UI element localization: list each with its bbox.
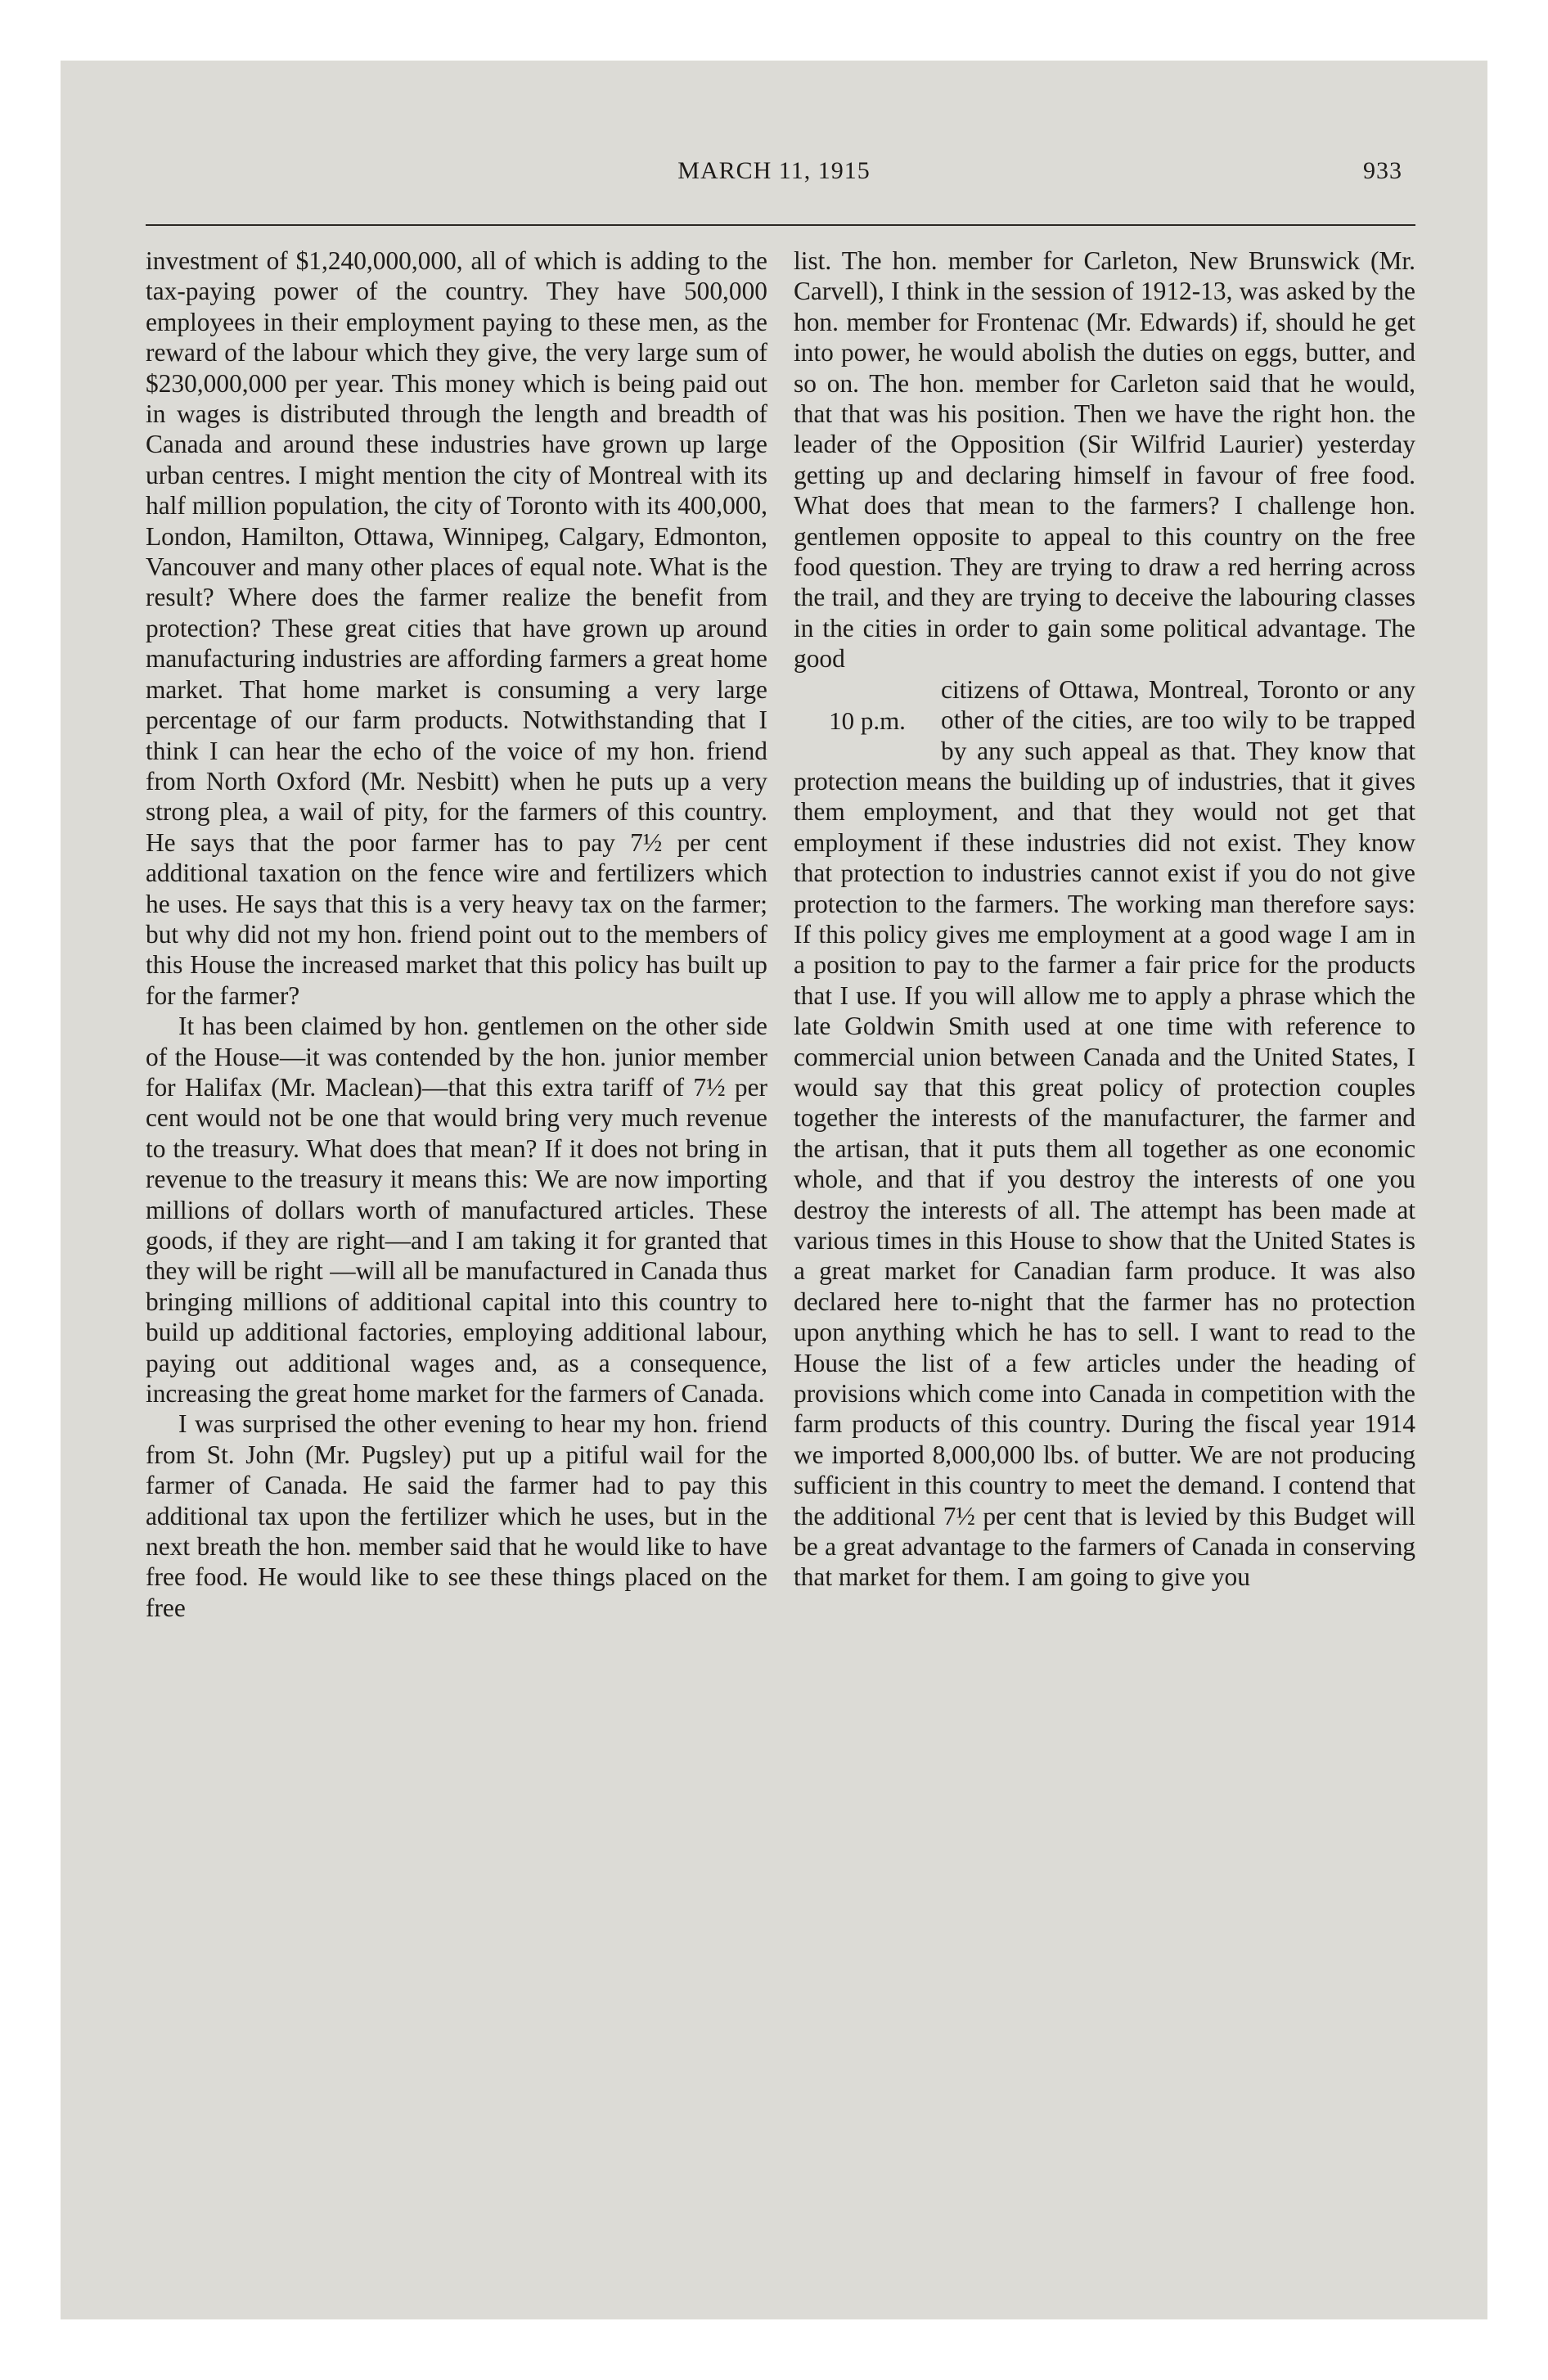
header-rule [146, 224, 1415, 226]
page-date: MARCH 11, 1915 [677, 157, 871, 184]
left-paragraph-3: I was surprised the other evening to hear my hon. friend from St. John (Mr. Pugsley) put up a pitiful wail for the farmer of Canada. He said the farmer had to pay this additional tax upon the fertilizer which he uses, but in the next breath the hon. member said that he would like to have free food. He would like to see these things placed on the free [146, 1409, 767, 1622]
left-paragraph-2: It has been claimed by hon. gentlemen on the other side of the House—it was contended by the hon. junior member for Halifax (Mr. Maclean)—that this extra tariff of 7½ per cent would not be one that would bring very much revenue to the treasury. What does that mean? If it does not bring in revenue to the treasury it means this: We are now importing millions of dollars worth of manufactured articles. These goods, if they are right—and I am taking it for granted that they will be right —will all be manufactured in Canada thus bringing millions of additional capital into this country to build up additional factories, employing additional labour, paying out additional wages and, as a consequence, increasing the great home market for the farmers of Canada. [146, 1012, 767, 1409]
margin-note-block [794, 674, 1415, 1593]
left-column [146, 246, 767, 1623]
right-paragraph-1: list. The hon. member for Carleton, New Brunswick (Mr. Carvell), I think in the session of 1912-13, was asked by the hon. member for Frontenac (Mr. Edwards) if, should he get into power, he would abolish the duties on eggs, butter, and so on. The hon. member for Carleton said that he would, that that was his position. Then we have the right hon. the leader of the Opposition (Sir Wilfrid Laurier) yesterday getting up and declaring himself in favour of free food. What does that mean to the farmers? I challenge hon. gentlemen opposite to appeal to this country on the free food question. They are trying to draw a red herring across the trail, and they are trying to deceive the labouring classes in the cities in order to gain some political advantage. The good [794, 246, 1415, 674]
right-paragraph-2: citizens of Ottawa, Montreal, Toronto or any other of the cities, are too wily to be trapped by any such appeal as that. They know that protection means the building up of industries, that it gives them employment, and that they would not get that employment if these industries did not exist. They know that protection to industries cannot exist if you do not give protection to the farmers. The working man therefore says: If this policy gives me employment at a good wage I am in a position to pay to the farmer a fair price for the products that I use. If you will allow me to apply a phrase which the late Goldwin Smith used at one time with reference to commercial union between Canada and the United States, I would say that this great policy of protection couples together the interests of the manufacturer, the farmer and the artisan, that it puts them all together as one economic whole, and that if you destroy the interests of one you destroy the interests of all. The attempt has been made at various times in this House to show that the United States is a great market for Canadian farm produce. It was also declared here to-night that the farmer has no protection upon anything which he has to sell. I want to read to the House the list of a few articles under the heading of provisions which come into Canada in competition with the farm products of this country. During the fiscal year 1914 we imported 8,000,000 lbs. of butter. We are not producing sufficient in this country to meet the demand. I contend that the additional 7½ per cent that is levied by this Budget will be a great advantage to the farmers of Canada in conserving that market for them. I am going to give you [794, 674, 1415, 1592]
margin-note-time: 10 p.m. [829, 705, 906, 735]
right-column [794, 246, 1415, 1593]
left-paragraph-1: investment of $1,240,000,000, all of which is adding to the tax-paying power of the country. They have 500,000 employees in their employment paying to these men, as the reward of the labour which they give, the very large sum of $230,000,000 per year. This money which is being paid out in wages is distributed through the length and breadth of Canada and around these industries have grown up large urban centres. I might mention the city of Montreal with its half million population, the city of Toronto with its 400,000, London, Hamilton, Ottawa, Winnipeg, Calgary, Edmonton, Vancouver and many other places of equal note. What is the result? Where does the farmer realize the benefit from protection? These great cities that have grown up around manufacturing industries are affording farmers a great home market. That home market is consuming a very large percentage of our farm products. Notwithstanding that I think I can hear the echo of the voice of my hon. friend from North Oxford (Mr. Nesbitt) when he puts up a very strong plea, a wail of pity, for the farmers of this country. He says that the poor farmer has to pay 7½ per cent additional taxation on the fence wire and fertilizers which he uses. He says that this is a very heavy tax on the farmer; but why did not my hon. friend point out to the members of this House the increased market that this policy has built up for the farmer? [146, 246, 767, 1010]
scanned-page [61, 61, 1487, 2319]
page-header [61, 157, 1487, 190]
page-number: 933 [1363, 157, 1402, 184]
